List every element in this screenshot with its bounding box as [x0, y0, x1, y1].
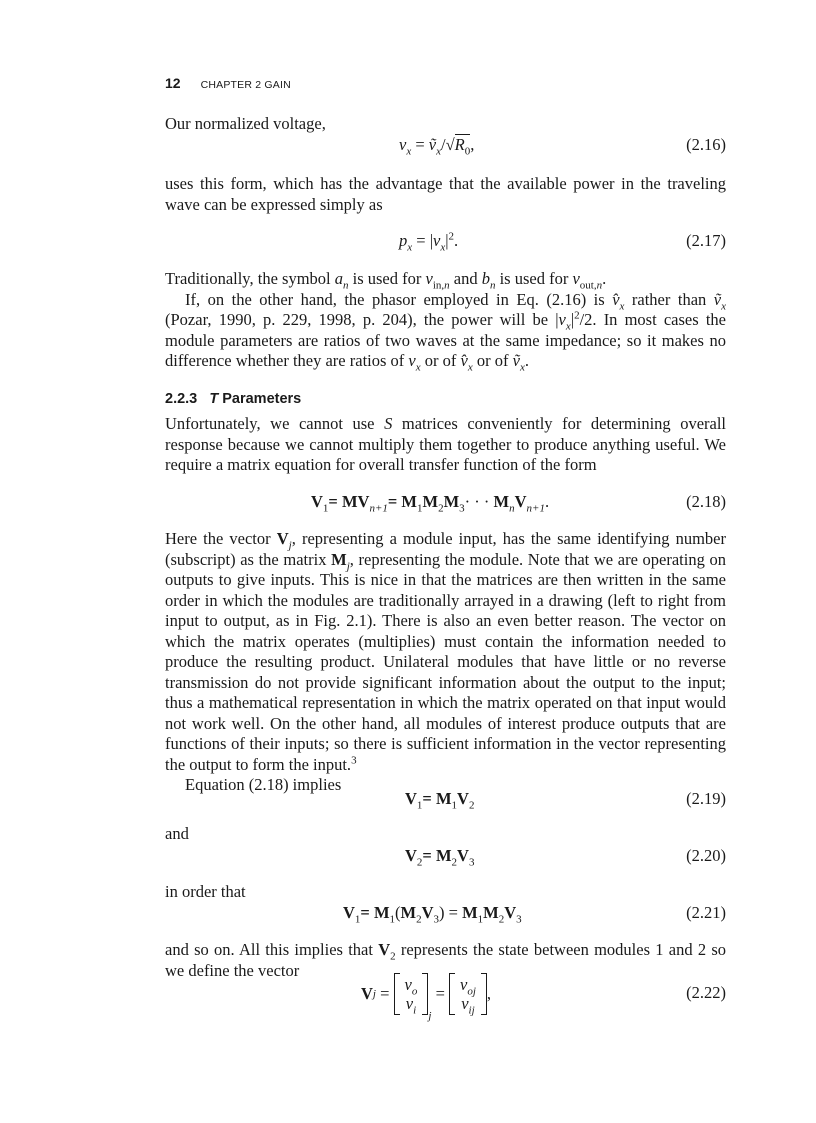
- equation-2-20: $V_2= M_2V_3$ (2.20): [405, 846, 726, 869]
- equation-2-21: $V_1= M_1(M_2V_3) = M_1M_2V_3$ (2.21): [343, 903, 726, 926]
- equation-number: (2.18): [686, 492, 726, 511]
- text-span: In most cases the module parameters are ratios of two waves at the same impedance; so it makes no difference whether they are ratios of: [165, 310, 726, 370]
- equation-2-19: $V_1= M_1V_2$ (2.19): [405, 789, 726, 812]
- text-and: [165, 824, 726, 845]
- text-span: and: [453, 269, 478, 288]
- text-span: , representing a module input, has the same identifying number (subscript) as the matrix: [165, 529, 726, 569]
- matrix-left: $v_o$ $v_i$: [394, 973, 429, 1015]
- equation-2-16: $v_x$ = $ṽ_x/√R_0$, (2.16): [399, 135, 726, 158]
- text-span: is used for: [499, 269, 569, 288]
- text-span: or of: [424, 351, 457, 370]
- running-header: [165, 73, 291, 96]
- text-span: Here the vector: [165, 529, 271, 548]
- text-span: is used for: [352, 269, 422, 288]
- paragraph-so-on: and so on. All this implies that $V_2$ represents the state between modules 1 and 2 so we define the vector: [165, 940, 726, 980]
- section-title: Parameters: [222, 391, 302, 407]
- equation-number: (2.19): [686, 789, 726, 808]
- equation-2-22: V j = $v_o$ $v_i$ j = $v_{oj}$ $v_{ij}$ , (2.22): [361, 975, 726, 1022]
- text-span: matrices conveniently for determining overall response because we cannot multiply them together to produce anything useful. We require a matrix equation for overall transfer function of the form: [165, 414, 727, 474]
- text-span: represents the state between modules 1 and 2 so we define the vector: [165, 940, 726, 980]
- chapter-title: CHAPTER 2 GAIN: [200, 79, 291, 91]
- text-span: or of: [476, 351, 509, 370]
- paragraph-text: uses this form, which has the advantage that the available power in the traveling wave can be expressed simply as: [165, 174, 726, 214]
- paragraph-intro: [165, 114, 726, 135]
- text-span: If, on the other hand, the phasor employed in Eq. (2.16) is: [185, 289, 605, 309]
- text-span: Unfortunately, we cannot use: [165, 414, 375, 433]
- paragraph-text: and: [165, 824, 189, 843]
- equation-2-18: $V_1= MV_{n+1}= M_1M_2M_3\cdot$ · · $M_nV_{n+1}$. (2.18): [311, 492, 726, 515]
- equation-number: (2.21): [686, 903, 726, 922]
- footnote-ref: 3: [351, 754, 357, 766]
- equation-number: (2.17): [686, 231, 726, 250]
- text-in-order: [165, 882, 726, 903]
- section-heading: [165, 388, 726, 410]
- page-number: 12: [165, 75, 181, 91]
- equation-number: (2.20): [686, 846, 726, 865]
- matrix-right: $v_{oj}$ $v_{ij}$: [449, 973, 487, 1015]
- section-t: T: [209, 391, 219, 407]
- paragraph-text: in order that: [165, 882, 246, 901]
- paragraph-form: [165, 174, 726, 215]
- text-span: (Pozar, 1990, p. 229, 1998, p. 204), the power will be: [165, 310, 549, 329]
- equation-2-17: $p_x = |v_x|^2$. (2.17): [399, 230, 726, 254]
- text-span: and so on. All this implies that: [165, 940, 373, 959]
- paragraph-text: Equation (2.18) implies: [185, 775, 342, 794]
- paragraph-vector: Here the vector $V_j$, representing a module input, has the same identifying number (subscript) as the matrix $M_j$, representing the module. Note that we are operating on outputs to give inputs. This is nice in that the matrices are then written in the same order in which the modules are traditionally arrayed in a drawing (left to right from input to output, as in Fig. 2.1). There is also an even better reason. The vector on which the matrix operates (multiplies) must contain the information needed to produce the resulting product. Unilateral modules that have little or no reverse transmission do not provide significant information about the output to the input; thus a mathematical representation in which the matrix operated on that input would not work well. On the other hand, all modules of interest produce outputs that are functions of their inputs; so there is sufficient information in the vector representing the output to form the input.$^3$ Equation (2.18) implies: [165, 529, 726, 794]
- equation-number: (2.22): [686, 983, 726, 1002]
- paragraph-unfortunately: Unfortunately, we cannot use S matrices conveniently for determining overall response because we cannot multiply them together to produce anything useful. We require a matrix equation for overall transfer function of the form: [165, 414, 727, 474]
- text-span: rather than: [631, 289, 707, 309]
- equation-number: (2.16): [686, 135, 726, 154]
- text-span: , representing the module. Note that we are operating on outputs to give inputs. This is nice in that the matrices are then written in the same order in which the modules are traditionally arrayed in a drawing (left to right from input to output, as in Fig. 2.1). There is also an even better reason. The vector on which the matrix operates (multiplies) must contain the information needed to produce the resulting product. Unilateral modules that have little or no reverse transmission do not provide significant information about the output to the input; thus a mathematical representation in which the matrix operated on that input would not work well. On the other hand, all modules of interest produce outputs that are functions of their inputs; so there is sufficient information in the vector representing the output to form the input.: [165, 549, 726, 774]
- paragraph-text: Our normalized voltage,: [165, 114, 326, 133]
- section-number: 2.2.3: [165, 391, 198, 407]
- paragraph-traditional: Traditionally, the symbol $a_n$ is used for $v_{in,n}$ and $b_n$ is used for $v_{out,n}$. If, on the other hand, the phasor employed in Eq. (2.16) is $v̂_x$ rather than ṽ$_x$ (Pozar, 1990, p. 229, 1998, p. 204), the power will be $|v_x|^2/2$. In most cases the module parameters are ratios of two waves at the same impedance; so it makes no difference whether they are ratios of $v_x$ or of $v̂_x$ or of ṽ$_x$.: [165, 269, 726, 374]
- text-span: Traditionally, the symbol: [165, 269, 331, 288]
